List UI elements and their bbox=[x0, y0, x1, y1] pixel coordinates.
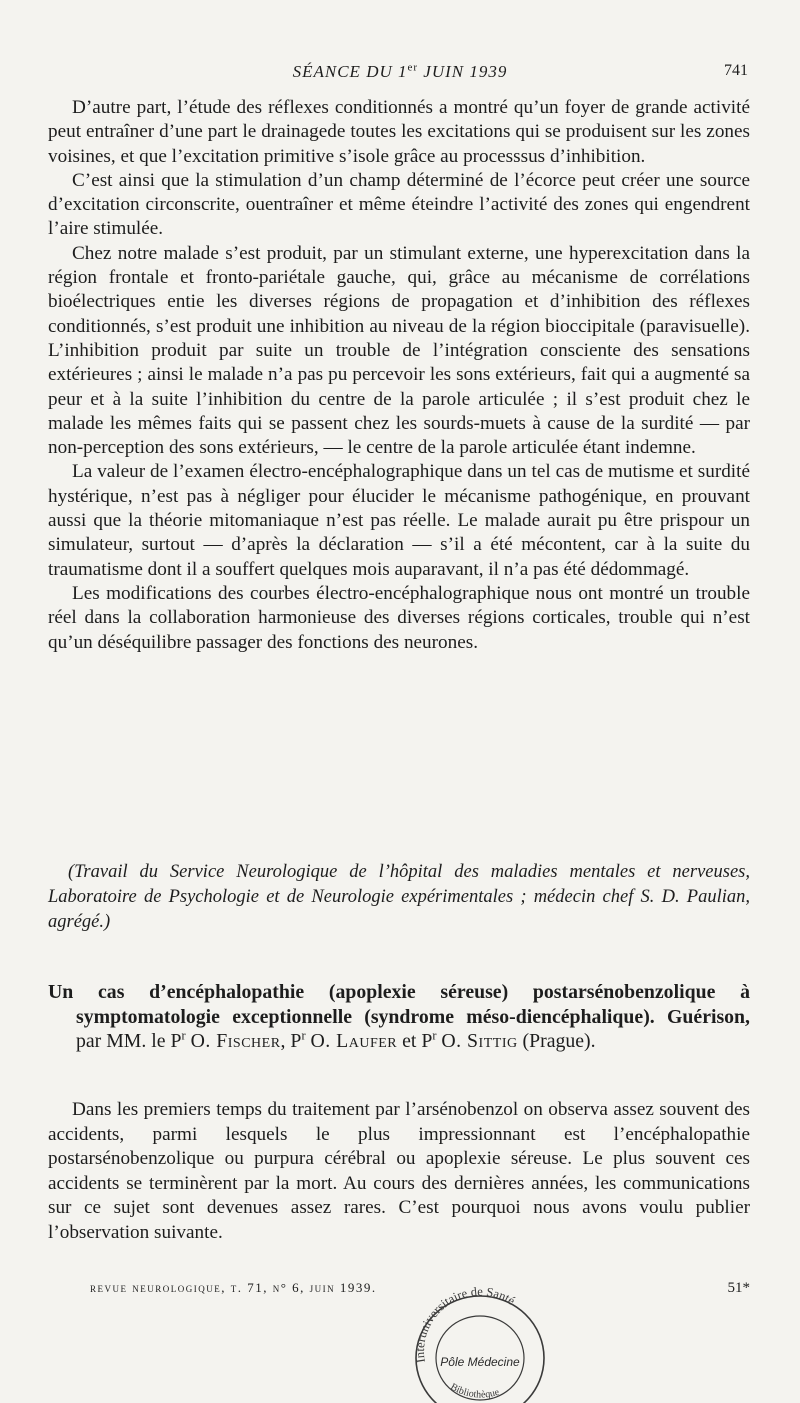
article-title-block bbox=[48, 980, 750, 1054]
laboratory-credit bbox=[48, 860, 750, 935]
author-1 bbox=[171, 1030, 281, 1052]
running-title bbox=[0, 62, 800, 82]
running-title-superscript: er bbox=[407, 61, 419, 74]
running-title-part-1: SÉANCE DU 1 bbox=[292, 62, 408, 81]
paragraph: La valeur de l’examen électro-encéphalographique dans un tel cas de mutisme et surdité hystérique, n’est pas à négliger pour élucider le mécanisme pathogénique, en prouvant aussi que la théorie mitomaniaque n’est pas réelle. Le malade aurait pu être prispour un simulateur, surtout — d’après la déclaration — s’il a été mécontent, car à la suite du traumatisme dont il a souffert quelques mois auparavant, il n’a pas été dédommagé. bbox=[48, 461, 750, 580]
author-1-name: O. Fischer bbox=[190, 1030, 281, 1052]
stamp-ring-text-bottom: Bibliothèque bbox=[448, 1381, 501, 1401]
article-intro bbox=[48, 1098, 750, 1246]
author-1-title-sup: r bbox=[181, 1028, 186, 1043]
author-1-title: P bbox=[170, 1030, 182, 1052]
stamp-ring-text: Interuniversitaire de Santé bbox=[412, 1284, 518, 1364]
intro-paragraph: Dans les premiers temps du traitement par l’arsénobenzol on observa assez souvent des accidents, parmi lesquels le plus impressionnant est l’encéphalopathie postarsénobenzolique ou purpura cérébral ou apoplexie séreuse. Le plus souvent ces accidents se terminèrent par la mort. Au cours des dernières années, les communications sur ce sujet sont devenues assez rares. C’est pourquoi nous avons voulu publier l’observation suivante. bbox=[48, 1099, 750, 1243]
paragraph: Chez notre malade s’est produit, par un stimulant externe, une hyperexcitation dans la région frontale et fronto-pariétale gauche, qui, grâce au mécanisme de corrélations bioélectriques entie les diverses régions de propagation et d’inhibition des réflexes conditionnés, s’est produit une inhibition au niveau de la région bioccipitale (paravisuelle). L’inhibition produit par suite un trouble de l’intégration consciente des sensations extérieures ; ainsi le malade n’a pas pu percevoir les sons extérieurs, fait qui a augmenté sa peur et à la suite l’inhibition du centre de la parole articulée ; il s’est produit chez le malade les mêmes faits qui se passent chez les sourds-muets à cause de la surdité — par non-perception des sons extérieurs, — le centre de la parole articulée étant indemne. bbox=[48, 242, 750, 459]
page-number: 741 bbox=[724, 62, 748, 79]
paragraph: Les modifications des courbes électro-encéphalographique nous ont montré un trouble réel dans la collaboration harmonieuse des diverses régions corticales, trouble qui n’est qu’un déséquilibre passager des fonctions des neurones. bbox=[48, 582, 750, 653]
paragraph: C’est ainsi que la stimulation d’un champ déterminé de l’écorce peut créer une source d’excitation circonscrite, ouentraîner et même éteindre l’activité des zones qui engendrent l’aire stimulée. bbox=[48, 169, 750, 240]
running-head bbox=[0, 62, 800, 88]
author-3-title-sup: r bbox=[432, 1028, 437, 1043]
article-by: par MM. le bbox=[76, 1030, 171, 1052]
library-stamp bbox=[407, 1280, 552, 1403]
article-title: Un cas d’encéphalopathie (apoplexie séreuse) postarsénobenzolique à symptomatologie exceptionnelle (syndrome méso-diencéphalique). Guérison, bbox=[48, 981, 750, 1028]
journal-citation: revue neurologique, t. 71, n° 6, juin 1939. bbox=[90, 1280, 377, 1295]
credit-text: (Travail du Service Neurologique de l’hôpital des maladies mentales et nerveuses, Laboratoire de Psychologie et de Neurologie expérimentales ; médecin chef S. D. Paulian, agrégé.) bbox=[48, 862, 750, 932]
body-text bbox=[48, 96, 750, 655]
author-location: (Prague). bbox=[517, 1030, 596, 1052]
author-2-title-sup: r bbox=[301, 1028, 306, 1043]
author-3-name: O. Sittig bbox=[441, 1030, 518, 1052]
stamp-center-text: Pôle Médecine bbox=[440, 1355, 520, 1369]
article-heading bbox=[48, 980, 750, 1054]
author-2 bbox=[290, 1030, 397, 1052]
author-2-name: O. Laufer bbox=[310, 1030, 398, 1052]
author-2-title: P bbox=[290, 1030, 302, 1052]
author-conjunction: et bbox=[397, 1030, 422, 1052]
paragraph: D’autre part, l’étude des réflexes conditionnés a montré qu’un foyer de grande activité peut entraîner d’une part le drainagede toutes les excitations qui se produisent sur les zones voisines, et que l’excitation primitive s’isole grâce au processsus d’inhibition. bbox=[48, 97, 750, 167]
author-3 bbox=[421, 1030, 517, 1052]
signature-mark: 51* bbox=[727, 1280, 750, 1296]
running-title-part-2: JUIN 1939 bbox=[418, 62, 508, 81]
author-separator: , bbox=[280, 1030, 291, 1052]
author-3-title: P bbox=[421, 1030, 433, 1052]
